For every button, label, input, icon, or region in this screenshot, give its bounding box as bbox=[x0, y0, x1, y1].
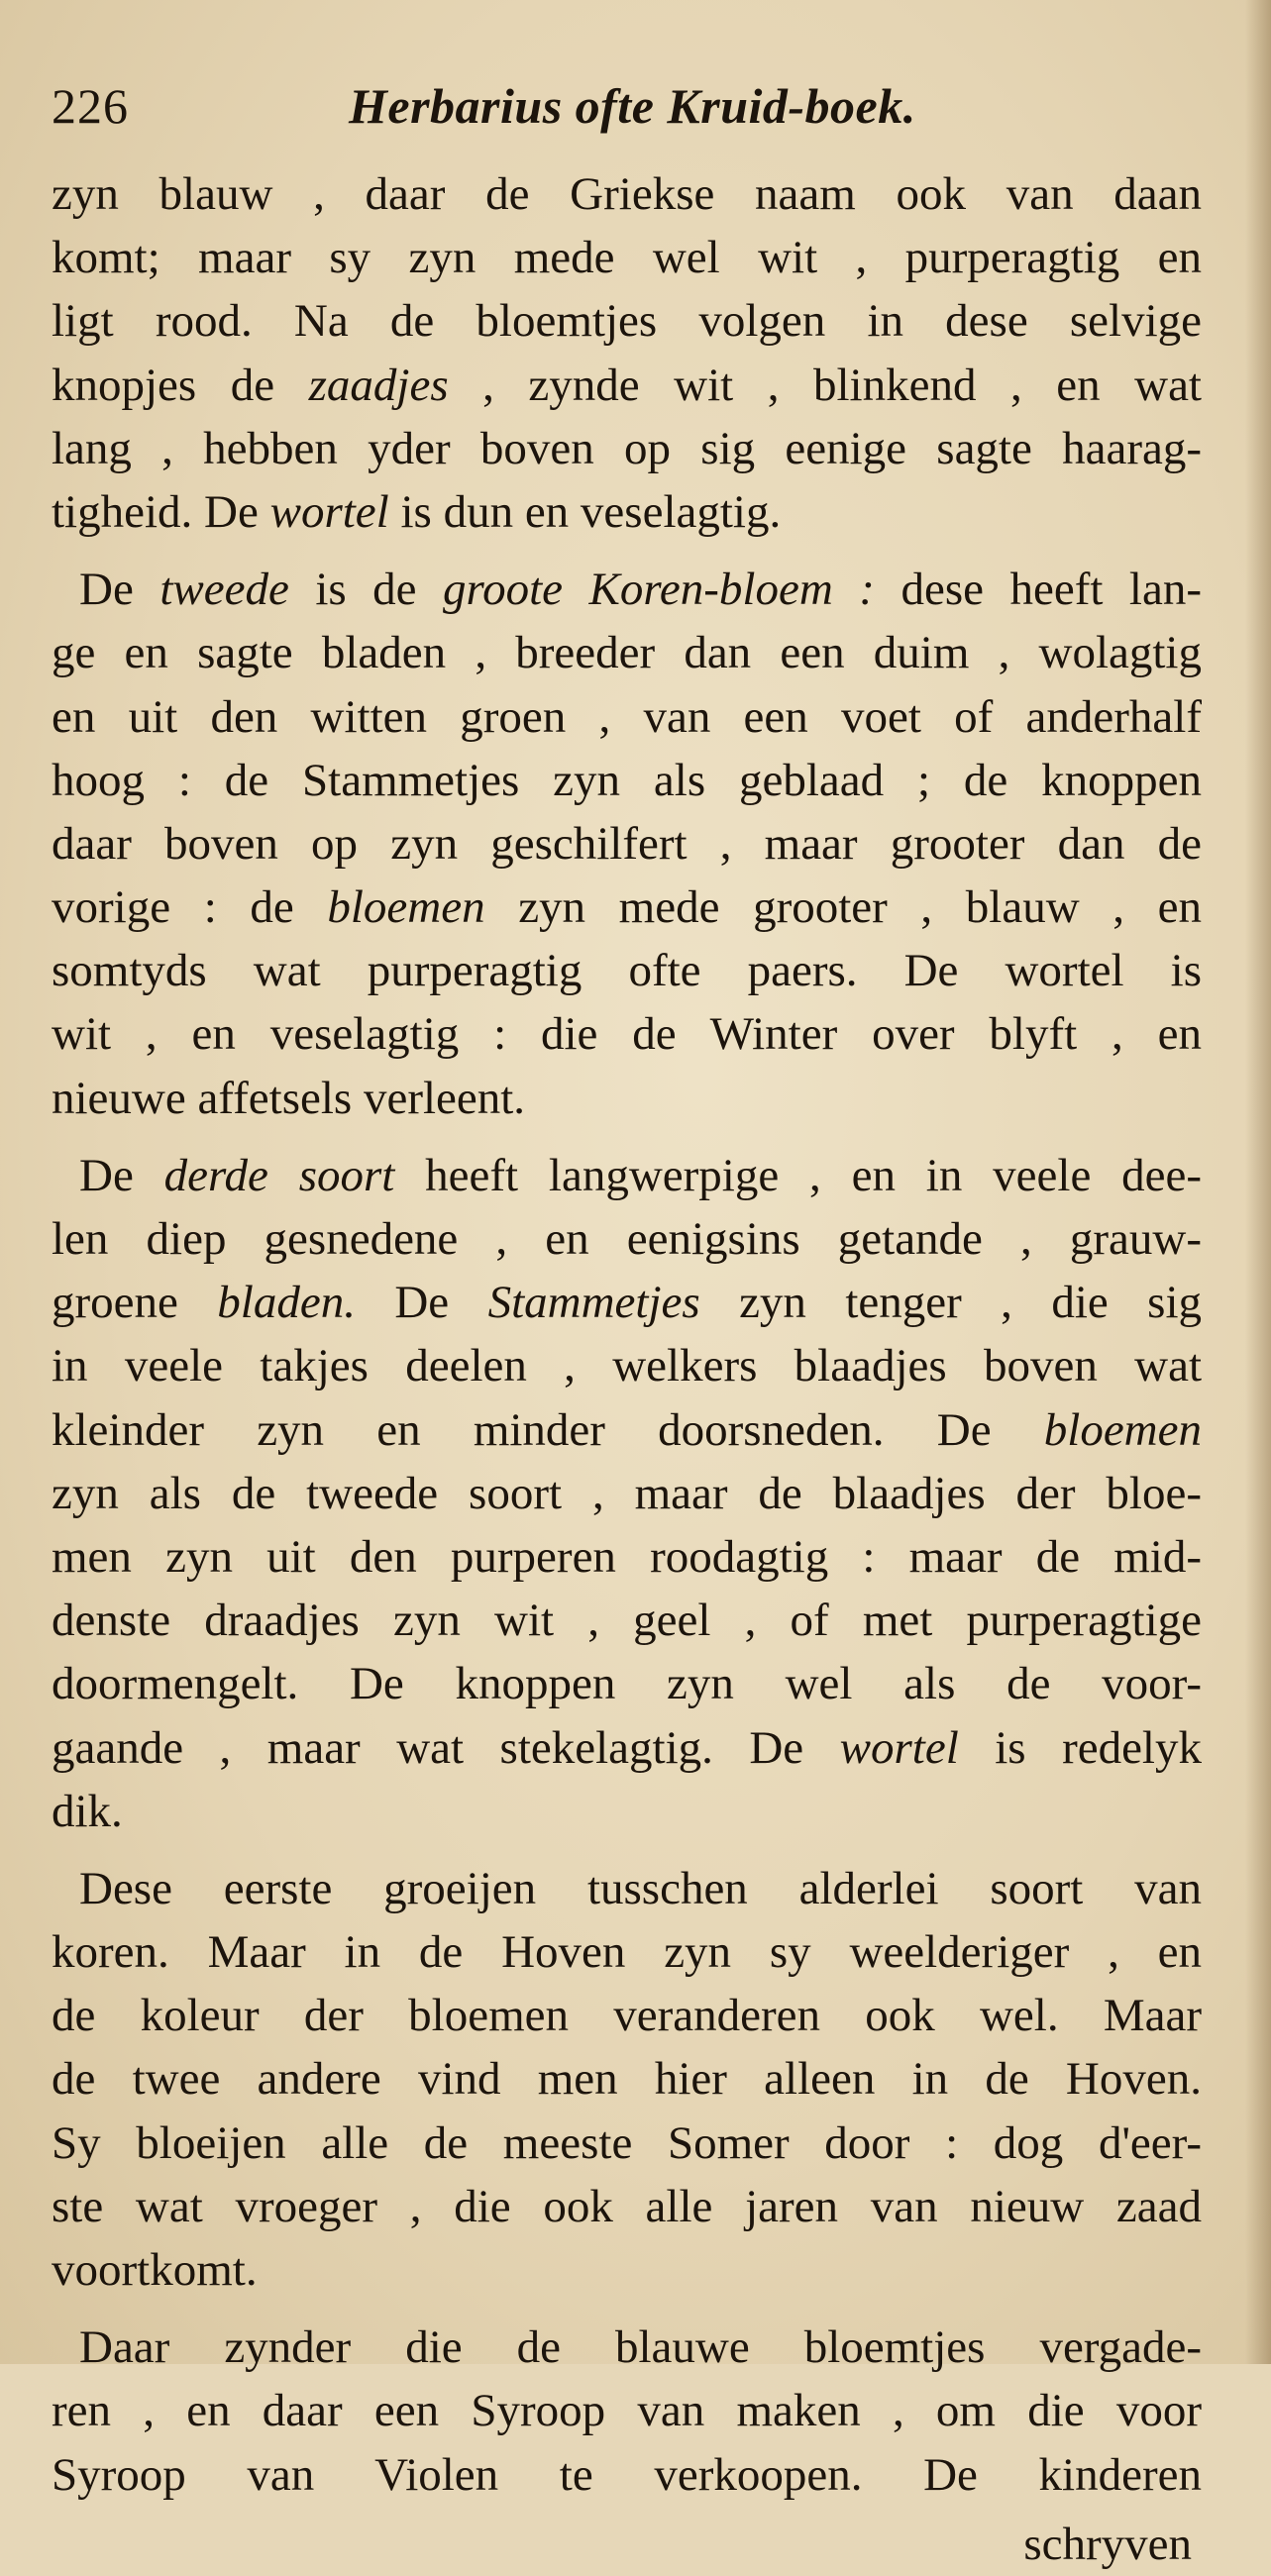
text-run: zyn mede grooter , blauw , en bbox=[484, 881, 1202, 934]
text-run: is de bbox=[288, 564, 444, 616]
text-line bbox=[52, 2175, 1202, 2238]
text-run: heeft langwerpige , en in veele dee- bbox=[394, 1149, 1202, 1201]
text-line bbox=[52, 2047, 1202, 2111]
text-run: zyn als de tweede soort , maar de blaadjes der bloe- bbox=[52, 1467, 1202, 1519]
text-line bbox=[52, 1271, 1202, 1334]
text-line bbox=[52, 1207, 1202, 1271]
text-run: hoog : de Stammetjes zyn als geblaad ; de knoppen bbox=[52, 754, 1202, 806]
italic-text: derde soort bbox=[163, 1149, 395, 1201]
text-line bbox=[52, 1144, 1202, 1207]
text-run: tigheid. De bbox=[52, 485, 270, 538]
text-run: somtyds wat purperagtig ofte paers. De wortel is bbox=[52, 945, 1202, 997]
text-line bbox=[52, 685, 1202, 749]
paragraph bbox=[52, 1144, 1202, 1843]
text-line bbox=[52, 2316, 1202, 2379]
text-line bbox=[52, 1857, 1202, 1920]
text-run: vorige : de bbox=[52, 881, 328, 934]
text-line bbox=[52, 621, 1202, 684]
text-run: de twee andere vind men hier alleen in de Hoven. bbox=[52, 2053, 1202, 2106]
text-run: men zyn uit den purperen roodagtig : maar de mid- bbox=[52, 1530, 1202, 1583]
text-line bbox=[52, 1652, 1202, 1715]
text-line bbox=[52, 1067, 1202, 1130]
text-line bbox=[52, 2379, 1202, 2442]
page-binding-shadow bbox=[1245, 0, 1271, 2364]
text-line bbox=[52, 1525, 1202, 1589]
paragraph bbox=[52, 2316, 1202, 2507]
text-run: dese heeft lan- bbox=[874, 564, 1202, 616]
text-run: knopjes de bbox=[52, 359, 309, 411]
text-run: denste draadjes zyn wit , geel , of met purperagtige bbox=[52, 1595, 1202, 1647]
text-run: in veele takjes deelen , welkers blaadjes boven wat bbox=[52, 1340, 1202, 1392]
italic-text: wortel bbox=[839, 1721, 959, 1774]
text-run: doormengelt. De knoppen zyn wel als de voor- bbox=[52, 1658, 1202, 1710]
running-title: Herbarius ofte Kruid-boek. bbox=[349, 78, 916, 134]
text-run: ren , en daar een Syroop van maken , om die voor bbox=[52, 2385, 1202, 2437]
page-header bbox=[52, 77, 1202, 162]
text-line bbox=[52, 354, 1202, 417]
text-line bbox=[52, 2443, 1202, 2507]
text-run: komt; maar sy zyn mede wel wit , purperagtig en bbox=[52, 232, 1202, 284]
text-line bbox=[52, 876, 1202, 939]
italic-text: groote Koren-bloem : bbox=[443, 564, 875, 616]
text-run: Sy bloeijen alle de meeste Somer door : dog d'eer- bbox=[52, 2116, 1202, 2169]
text-run: ge en sagte bladen , breeder dan een duim , wolagtig bbox=[52, 627, 1202, 679]
text-line bbox=[52, 1589, 1202, 1652]
italic-text: bloemen bbox=[327, 881, 485, 934]
text-line bbox=[52, 226, 1202, 289]
text-run: koren. Maar in de Hoven zyn sy weelderiger , en bbox=[52, 1926, 1202, 1979]
italic-text: bladen. bbox=[217, 1277, 356, 1329]
page-body bbox=[52, 162, 1202, 2507]
text-run: nieuwe affetsels verleent. bbox=[52, 1072, 526, 1124]
text-run: Daar zynder die de blauwe bloemtjes vergade- bbox=[79, 2321, 1202, 2374]
text-run: gaande , maar wat stekelagtig. De bbox=[52, 1721, 840, 1774]
text-run: , zynde wit , blinkend , en wat bbox=[448, 359, 1202, 411]
text-line bbox=[52, 1002, 1202, 1066]
italic-text: wortel bbox=[269, 485, 389, 538]
text-run: zyn blauw , daar de Griekse naam ook van daan bbox=[52, 168, 1202, 220]
text-line bbox=[52, 162, 1202, 226]
italic-text: bloemen bbox=[1043, 1403, 1202, 1456]
text-line bbox=[52, 2112, 1202, 2175]
text-line bbox=[52, 1334, 1202, 1397]
italic-text: tweede bbox=[159, 564, 289, 616]
text-line bbox=[52, 939, 1202, 1002]
text-run: wit , en veselagtig : die de Winter over blyft , en bbox=[52, 1008, 1202, 1061]
text-run: ste wat vroeger , die ook alle jaren van nieuw zaad bbox=[52, 2180, 1202, 2232]
text-run: De bbox=[79, 564, 160, 616]
italic-text: Stammetjes bbox=[487, 1277, 700, 1329]
text-run: Dese eerste groeijen tusschen alderlei soort van bbox=[79, 1862, 1202, 1914]
text-run: de koleur der bloemen veranderen ook wel. Maar bbox=[52, 1990, 1202, 2042]
italic-text: zaadjes bbox=[308, 359, 449, 411]
text-line bbox=[52, 1398, 1202, 1462]
text-line bbox=[52, 558, 1202, 621]
text-run: daar boven op zyn geschilfert , maar grooter dan de bbox=[52, 817, 1202, 870]
text-line bbox=[52, 1780, 1202, 1843]
text-run: is redelyk bbox=[958, 1721, 1202, 1774]
text-run: lang , hebben yder boven op sig eenige sagte haarag- bbox=[52, 422, 1202, 474]
text-line bbox=[52, 1920, 1202, 1984]
paragraph bbox=[52, 1857, 1202, 2302]
text-line bbox=[52, 417, 1202, 480]
paragraph bbox=[52, 162, 1202, 544]
text-run: voortkomt. bbox=[52, 2244, 258, 2296]
text-run: De bbox=[355, 1277, 488, 1329]
text-run: kleinder zyn en minder doorsneden. De bbox=[52, 1403, 1044, 1456]
page-number: 226 bbox=[52, 78, 129, 134]
text-line bbox=[52, 1984, 1202, 2047]
text-line bbox=[52, 2238, 1202, 2302]
text-run: Syroop van Violen te verkoopen. De kinderen bbox=[52, 2448, 1202, 2501]
text-line bbox=[52, 289, 1202, 353]
catchword: schryven bbox=[1023, 2518, 1192, 2570]
text-line bbox=[52, 1716, 1202, 1780]
text-run: len diep gesnedene , en eenigsins getande , grauw- bbox=[52, 1213, 1202, 1265]
text-run: De bbox=[79, 1149, 164, 1201]
text-run: groene bbox=[52, 1277, 218, 1329]
text-run: zyn tenger , die sig bbox=[699, 1277, 1202, 1329]
paragraph bbox=[52, 558, 1202, 1130]
text-run: ligt rood. Na de bloemtjes volgen in dese selvige bbox=[52, 295, 1202, 348]
text-line bbox=[52, 749, 1202, 812]
text-line bbox=[52, 480, 1202, 544]
text-run: en uit den witten groen , van een voet of anderhalf bbox=[52, 690, 1202, 743]
text-line bbox=[52, 812, 1202, 876]
text-line bbox=[52, 1462, 1202, 1525]
text-run: is dun en veselagtig. bbox=[388, 485, 782, 538]
text-run: dik. bbox=[52, 1785, 123, 1837]
